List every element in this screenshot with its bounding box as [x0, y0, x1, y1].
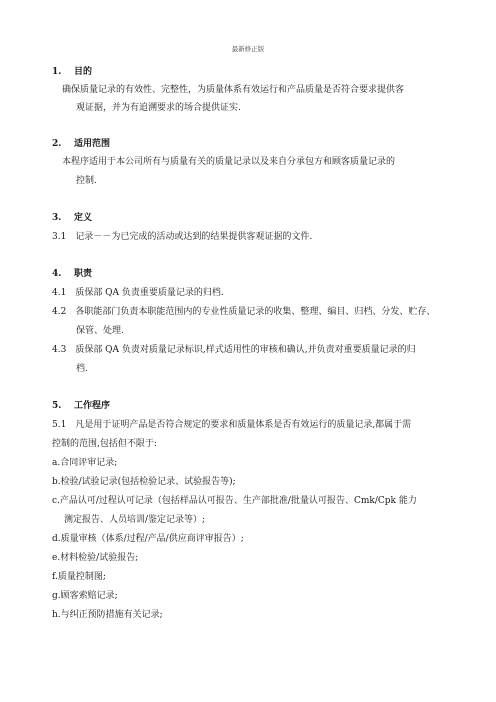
section-1-text-1: 确保质量记录的有效性、完整性，为质量体系有效运行和产品质量是否符合要求提供客 [62, 85, 405, 95]
list-item-e: e.材料检验/试验报告; [52, 553, 139, 563]
section-title: 工作程序 [74, 401, 111, 411]
section-title: 目的 [74, 67, 93, 77]
section-5-text-2: 控制的范围,包括但不限于: [52, 439, 157, 449]
section-2-text-1: 本程序适用于本公司所有与质量有关的质量记录以及来自分承包方和顾客质量记录的 [62, 157, 396, 167]
section-number: 1. [52, 67, 62, 77]
section-4-text-3: 保管、处理. [76, 326, 124, 336]
section-title: 职责 [74, 269, 93, 279]
section-number: 3. [52, 213, 62, 223]
list-item-d: d.质量审核（体系/过程/产品/供应商评审报告）; [52, 534, 244, 544]
list-item-c-1: c.产品认可/过程认可记录（包括样品认可报告、生产部批准/批量认可报告、Cmk/Cpk 能力 [52, 496, 417, 506]
section-3-heading [52, 212, 92, 224]
list-item-a: a.合同评审记录; [52, 458, 118, 468]
section-2-text-2: 控制. [76, 176, 97, 186]
section-number: 5. [52, 401, 62, 411]
section-3-text-1: 3.1 记录－－为已完成的活动或达到的结果提供客观证据的文件. [52, 232, 313, 242]
section-title: 定义 [74, 213, 93, 223]
section-4-text-2: 4.2 各职能部门负责本职能范围内的专业性质量记录的收集、整理、编目、归档、分发、贮存、 [52, 307, 436, 317]
section-5-text-1: 5.1 凡是用于证明产品是否符合规定的要求和质量体系是否有效运行的质量记录,都属于需 [52, 420, 412, 430]
section-4-heading [52, 268, 92, 280]
section-4-text-5: 档. [76, 364, 88, 374]
section-4-text-1: 4.1 质保部 QA 负责重要质量记录的归档. [52, 288, 224, 298]
list-item-g: g.顾客索赔记录; [52, 591, 118, 601]
list-item-f: f.质量控制图; [52, 572, 106, 582]
list-item-h: h.与纠正预防措施有关记录; [52, 610, 163, 620]
page-header: 最新修正版 [231, 45, 265, 53]
section-2-heading [52, 138, 110, 150]
section-title: 适用范围 [74, 139, 111, 149]
section-number: 4. [52, 269, 62, 279]
section-1-heading [52, 66, 92, 78]
section-number: 2. [52, 139, 62, 149]
section-1-text-2: 观证据，并为有追溯要求的场合提供证实. [76, 103, 241, 113]
list-item-c-2: 测定报告、人员培训/鉴定记录等）; [64, 515, 206, 525]
section-4-text-4: 4.3 质保部 QA 负责对质量记录标识,样式适用性的审核和确认,并负责对重要质量记录的归 [52, 345, 416, 355]
section-5-heading [52, 400, 110, 412]
list-item-b: b.检验/试验记录(包括检验记录、试验报告等); [52, 477, 236, 487]
